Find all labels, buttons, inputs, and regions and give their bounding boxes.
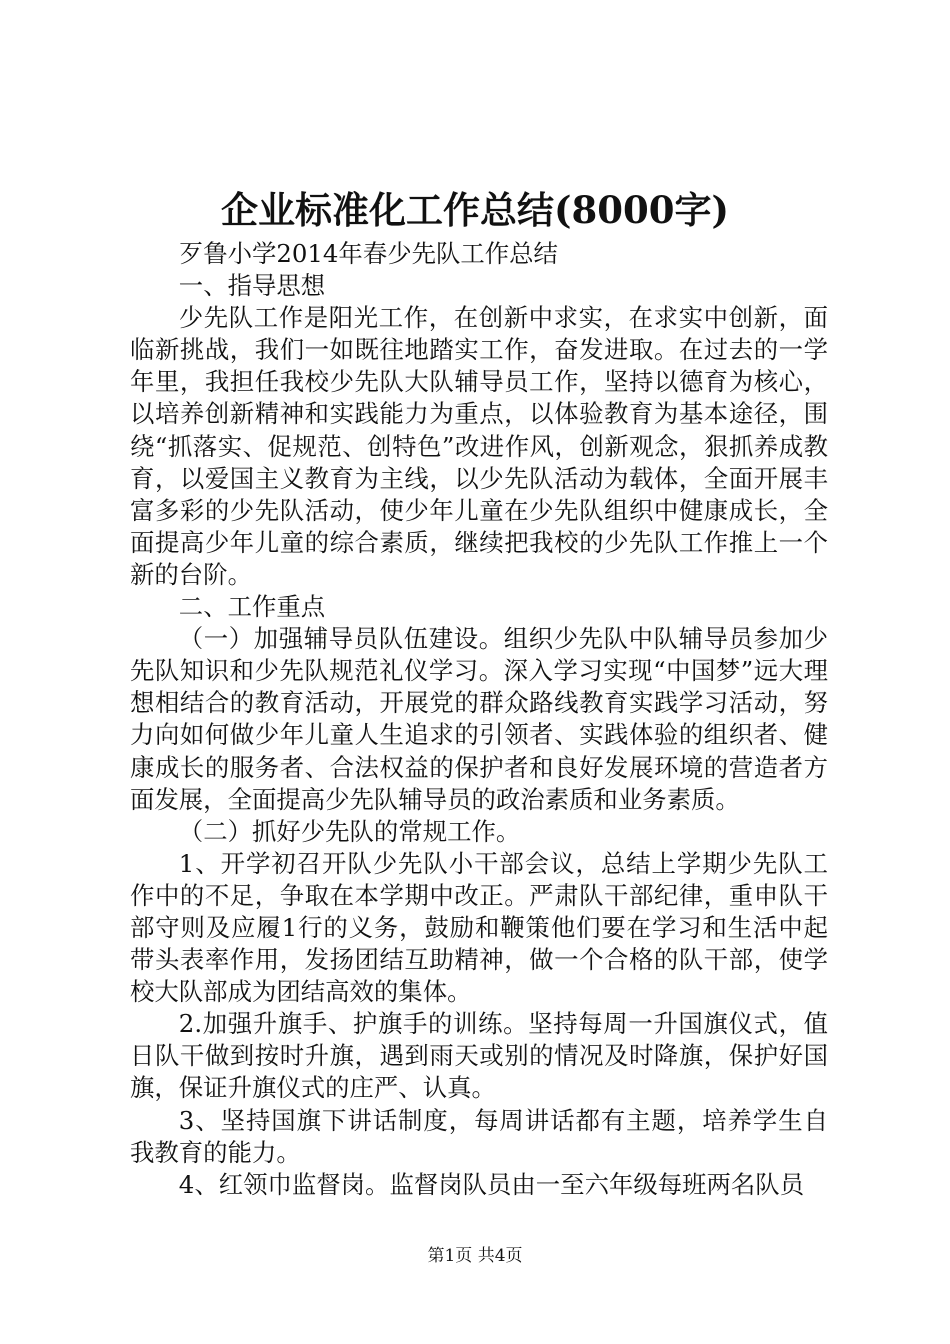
school-heading: 歹鲁小学2014年春少先队工作总结 [178,239,558,268]
subheading-routine-work: （二）抓好少先队的常规工作。 [178,816,521,846]
paragraph-item-4: 4、红领巾监督岗。监督岗队员由一至六年级每班两名队员 [178,1169,805,1199]
document-title: 企业标准化工作总结(8000字) [221,188,729,232]
paragraph-guiding-ideology: 少先队工作是阳光工作，在创新中求实，在求实中创新，面临新挑战，我们一如既往地踏实工作，奋发进取。在过去的一学年里，我担任我校少先队大队辅导员工作，坚持以德育为核心，以培养创新精神和实践能力为重点，以体验教育为基本途径，围绕“抓落实、促规范、创特色”改进作风，创新观念，狠抓养成教育，以爱国主义教育为主线，以少先队活动为载体，全面开展丰富多彩的少先队活动，使少年儿童在少先队组织中健康成长，全面提高少年儿童的综合素质，继续把我校的少先队工作推上一个新的台阶。 [130,303,828,589]
section-heading-work-focus: 二、工作重点 [178,592,326,622]
paragraph-counselor-team: （一）加强辅导员队伍建设。组织少先队中队辅导员参加少先队知识和少先队规范礼仪学习。深入学习实现“中国梦”远大理想相结合的教育活动，开展党的群众路线教育实践学习活动，努力向如何做少年儿童人生追求的引领者、实践体验的组织者、健康成长的服务者、合法权益的保护者和良好发展环境的营造者方面发展，全面提高少先队辅导员的政治素质和业务素质。 [130,624,828,814]
paragraph-item-1: 1、开学初召开队少先队小干部会议，总结上学期少先队工作中的不足，争取在本学期中改正。严肃队干部纪律，重申队干部守则及应履1行的义务，鼓励和鞭策他们要在学习和生活中起带头表率作用，发扬团结互助精神，做一个合格的队干部，使学校大队部成为团结高效的集体。 [130,848,828,1007]
paragraph-item-2: 2.加强升旗手、护旗手的训练。坚持每周一升国旗仪式，值日队干做到按时升旗，遇到雨天或别的情况及时降旗，保护好国旗，保证升旗仪式的庄严、认真。 [130,1009,828,1103]
paragraph-item-3: 3、坚持国旗下讲话制度，每周讲话都有主题，培养学生自我教育的能力。 [130,1105,828,1167]
document-body [130,238,828,1201]
page-footer: 第1页 共4页 [427,1246,523,1266]
section-heading-guiding-ideology: 一、指导思想 [178,271,326,301]
